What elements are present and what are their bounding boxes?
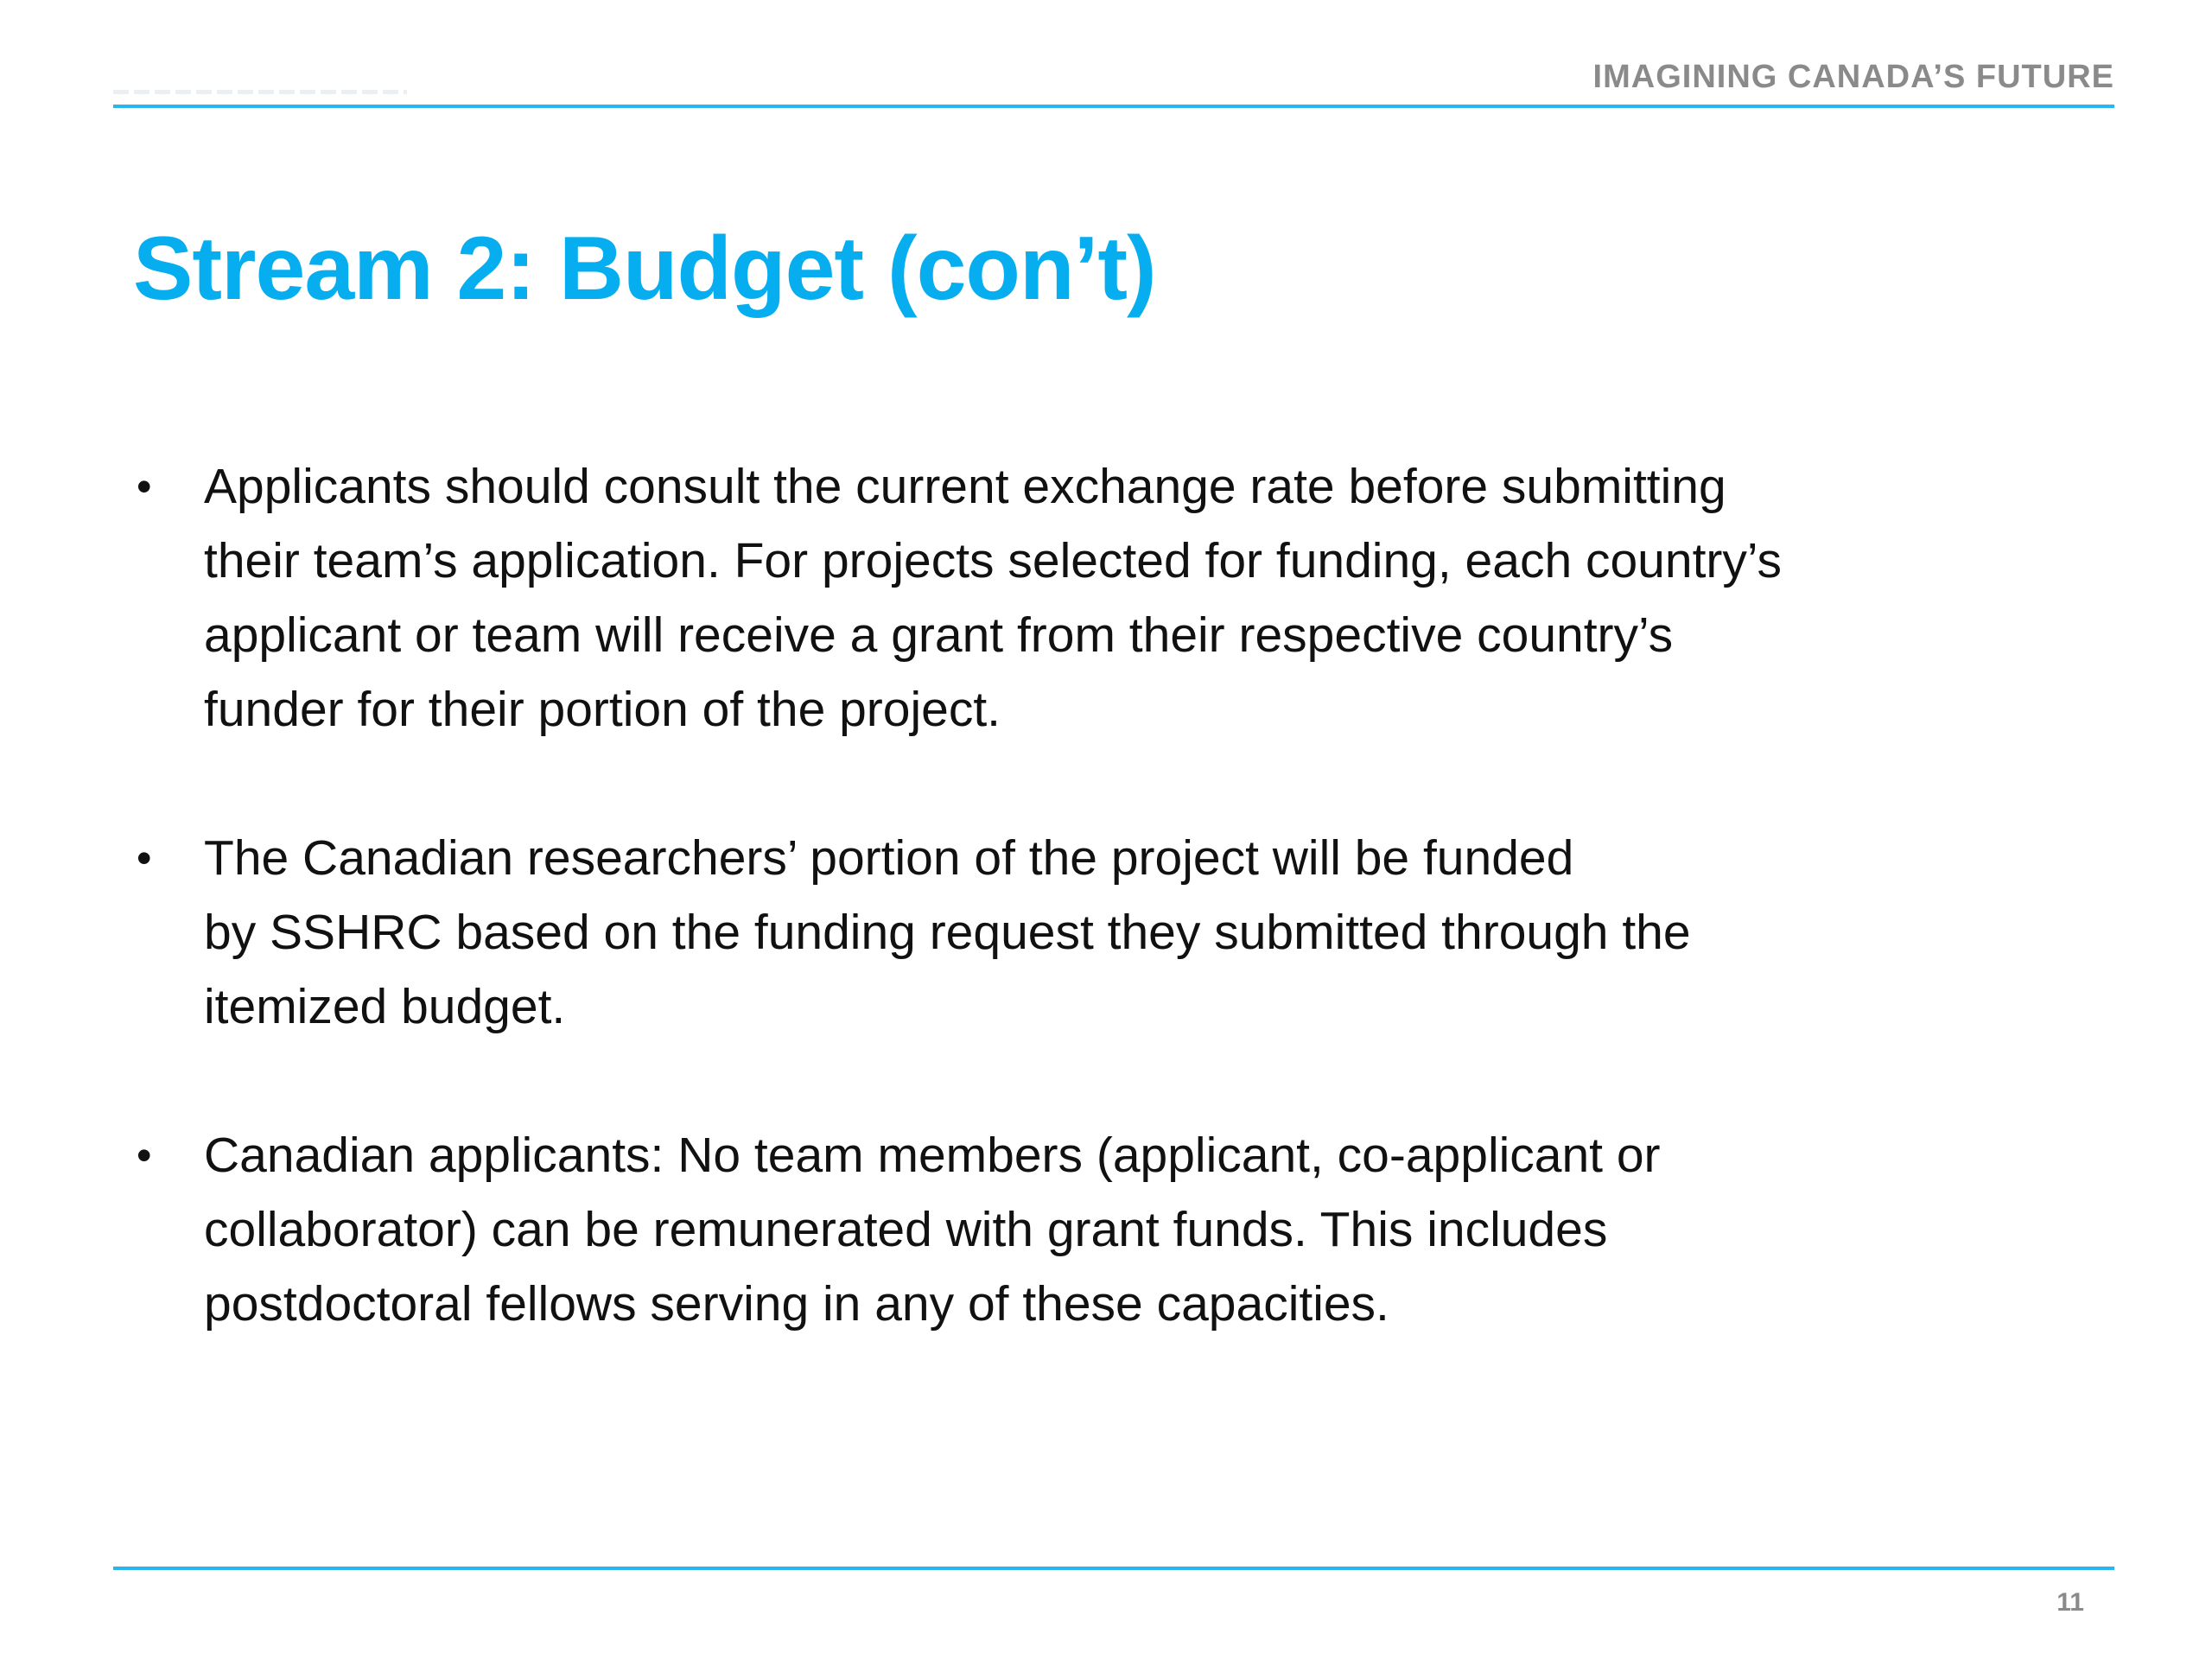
bullet-item-1: [130, 449, 2082, 747]
bottom-divider: [113, 1567, 2114, 1570]
top-divider: [113, 105, 2114, 108]
header-logo-remnant: [113, 90, 407, 94]
slide-title: Stream 2: Budget (con’t): [133, 219, 1156, 319]
page-number: 11: [2056, 1588, 2084, 1617]
header-title: IMAGINING CANADA’S FUTURE: [1592, 59, 2114, 95]
bullet-item-2: [130, 821, 2082, 1044]
bullet-icon: •: [137, 462, 152, 511]
bullet-line: The Canadian researchers’ portion of the project will be funded: [204, 830, 1574, 886]
bullet-line: Canadian applicants: No team members (applicant, co-applicant or: [204, 1128, 1661, 1183]
bullet-line: postdoctoral fellows serving in any of these capacities.: [204, 1276, 1389, 1332]
bullet-line: funder for their portion of the project.: [204, 682, 1001, 737]
bullet-item-3: [130, 1118, 2082, 1341]
bullet-line: their team’s application. For projects selected for funding, each country’s: [204, 533, 1783, 588]
bullet-line: Applicants should consult the current exchange rate before submitting: [204, 459, 1726, 514]
bullet-list: [130, 449, 2082, 1341]
bullet-line: collaborator) can be remunerated with grant funds. This includes: [204, 1202, 1608, 1257]
bullet-line: applicant or team will receive a grant from their respective country’s: [204, 607, 1674, 663]
bullet-icon: •: [137, 1131, 152, 1179]
bullet-line: itemized budget.: [204, 979, 566, 1034]
bullet-icon: •: [137, 834, 152, 882]
bullet-line: by SSHRC based on the funding request they submitted through the: [204, 905, 1691, 960]
